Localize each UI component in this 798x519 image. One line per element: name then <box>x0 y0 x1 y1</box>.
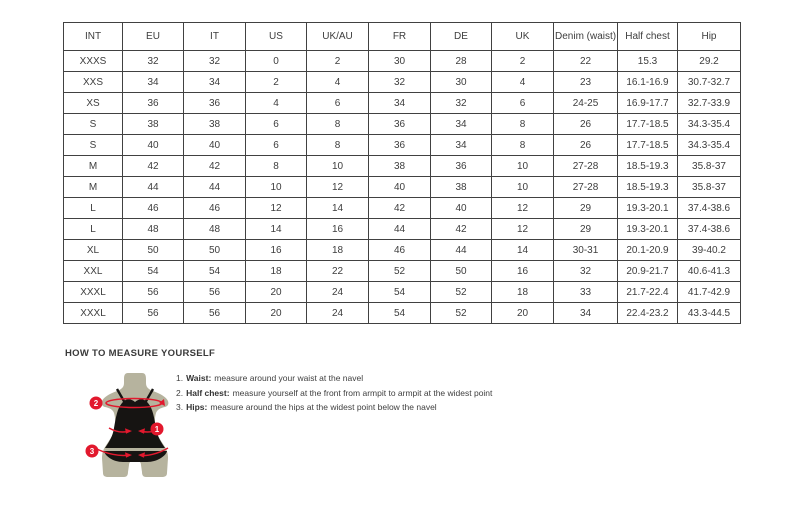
table-cell: 50 <box>123 240 184 261</box>
table-cell: 24-25 <box>554 93 618 114</box>
table-cell: 18 <box>307 240 369 261</box>
table-cell: 44 <box>431 240 492 261</box>
table-cell: 0 <box>246 51 307 72</box>
table-cell: 4 <box>492 72 554 93</box>
table-cell: 30.7-32.7 <box>678 72 741 93</box>
measurement-figure <box>80 370 176 480</box>
table-cell: 35.8-37 <box>678 156 741 177</box>
table-cell: 54 <box>369 282 431 303</box>
instruction-item <box>176 389 492 398</box>
table-cell: 2 <box>492 51 554 72</box>
column-header-uk-au: UK/AU <box>307 23 369 51</box>
table-cell: 40 <box>123 135 184 156</box>
table-cell: 6 <box>246 114 307 135</box>
table-cell: 40.6-41.3 <box>678 261 741 282</box>
table-cell: 17.7-18.5 <box>618 114 678 135</box>
table-cell: S <box>64 135 123 156</box>
table-row <box>64 51 741 72</box>
table-cell: 19.3-20.1 <box>618 198 678 219</box>
table-cell: 18 <box>246 261 307 282</box>
badge-hips <box>86 445 99 458</box>
table-cell: 36 <box>431 156 492 177</box>
table-cell: 34 <box>123 72 184 93</box>
column-header-uk: UK <box>492 23 554 51</box>
instruction-item <box>176 374 492 383</box>
table-cell: 38 <box>184 114 246 135</box>
table-cell: 36 <box>184 93 246 114</box>
table-cell: 8 <box>307 114 369 135</box>
table-cell: 37.4-38.6 <box>678 219 741 240</box>
table-row <box>64 198 741 219</box>
table-cell: 32.7-33.9 <box>678 93 741 114</box>
table-cell: 38 <box>431 177 492 198</box>
instruction-text: measure around the hips at the widest point below the navel <box>210 402 437 412</box>
table-cell: 22.4-23.2 <box>618 303 678 324</box>
instruction-text: measure yourself at the front from armpit to armpit at the widest point <box>232 387 493 398</box>
table-cell: S <box>64 114 123 135</box>
size-chart-table <box>63 22 741 324</box>
table-cell: 34 <box>431 135 492 156</box>
table-cell: XXL <box>64 261 123 282</box>
table-cell: 40 <box>184 135 246 156</box>
table-cell: L <box>64 198 123 219</box>
table-row <box>64 156 741 177</box>
table-cell: 52 <box>431 303 492 324</box>
table-cell: 33 <box>554 282 618 303</box>
table-cell: 2 <box>246 72 307 93</box>
measure-section-title: HOW TO MEASURE YOURSELF <box>65 348 216 359</box>
table-cell: 29 <box>554 198 618 219</box>
table-row <box>64 240 741 261</box>
table-cell: XL <box>64 240 123 261</box>
table-cell: 54 <box>369 303 431 324</box>
table-cell: 20 <box>492 303 554 324</box>
table-cell: 26 <box>554 135 618 156</box>
table-cell: 34 <box>554 303 618 324</box>
table-cell: 50 <box>431 261 492 282</box>
table-cell: 44 <box>123 177 184 198</box>
table-cell: 48 <box>123 219 184 240</box>
table-cell: 30-31 <box>554 240 618 261</box>
table-row <box>64 177 741 198</box>
table-cell: 15.3 <box>618 51 678 72</box>
table-cell: 10 <box>492 177 554 198</box>
table-cell: 32 <box>369 72 431 93</box>
table-cell: 52 <box>369 261 431 282</box>
table-cell: XXXL <box>64 303 123 324</box>
mannequin-illustration <box>80 370 176 480</box>
table-cell: XXXS <box>64 51 123 72</box>
table-cell: 12 <box>492 219 554 240</box>
instruction-term: Waist: <box>186 373 212 383</box>
table-cell: 37.4-38.6 <box>678 198 741 219</box>
table-cell: 14 <box>246 219 307 240</box>
table-cell: 24 <box>307 303 369 324</box>
table-cell: 56 <box>184 282 246 303</box>
size-chart-header-row <box>64 23 741 51</box>
table-cell: 39-40.2 <box>678 240 741 261</box>
table-cell: 36 <box>369 135 431 156</box>
table-cell: 2 <box>307 51 369 72</box>
table-row <box>64 261 741 282</box>
table-cell: 30 <box>431 72 492 93</box>
column-header-denim-waist-: Denim (waist) <box>554 23 618 51</box>
table-cell: 27-28 <box>554 156 618 177</box>
table-cell: 4 <box>246 93 307 114</box>
table-cell: 20 <box>246 282 307 303</box>
table-cell: 14 <box>492 240 554 261</box>
table-cell: 32 <box>123 51 184 72</box>
size-chart-body <box>64 51 741 324</box>
table-cell: 6 <box>246 135 307 156</box>
table-cell: 40 <box>369 177 431 198</box>
table-cell: M <box>64 156 123 177</box>
table-cell: 34 <box>369 93 431 114</box>
table-cell: 36 <box>123 93 184 114</box>
table-cell: 44 <box>184 177 246 198</box>
table-row <box>64 219 741 240</box>
table-row <box>64 72 741 93</box>
table-cell: 29 <box>554 219 618 240</box>
table-cell: 43.3-44.5 <box>678 303 741 324</box>
table-cell: 35.8-37 <box>678 177 741 198</box>
table-cell: 20.9-21.7 <box>618 261 678 282</box>
table-cell: 42 <box>123 156 184 177</box>
table-cell: 20.1-20.9 <box>618 240 678 261</box>
table-cell: 10 <box>246 177 307 198</box>
table-cell: 50 <box>184 240 246 261</box>
table-cell: 34.3-35.4 <box>678 135 741 156</box>
table-row <box>64 114 741 135</box>
size-chart-section <box>63 22 741 324</box>
table-cell: 18 <box>492 282 554 303</box>
instruction-number: 1. <box>176 373 184 383</box>
measure-instructions <box>176 374 492 418</box>
table-cell: 4 <box>307 72 369 93</box>
table-cell: 36 <box>369 114 431 135</box>
table-cell: 56 <box>184 303 246 324</box>
table-cell: 26 <box>554 114 618 135</box>
table-cell: L <box>64 219 123 240</box>
badge-waist-number: 1 <box>154 425 160 434</box>
table-cell: 30 <box>369 51 431 72</box>
instruction-term: Hips: <box>186 402 208 412</box>
table-cell: 17.7-18.5 <box>618 135 678 156</box>
table-cell: 38 <box>123 114 184 135</box>
column-header-eu: EU <box>123 23 184 51</box>
table-cell: 24 <box>307 282 369 303</box>
table-cell: 46 <box>123 198 184 219</box>
instruction-number: 2. <box>176 387 184 398</box>
table-cell: 34 <box>184 72 246 93</box>
column-header-hip: Hip <box>678 23 741 51</box>
table-cell: 12 <box>492 198 554 219</box>
table-cell: 46 <box>184 198 246 219</box>
table-cell: 16 <box>246 240 307 261</box>
table-cell: 42 <box>369 198 431 219</box>
table-cell: 8 <box>492 114 554 135</box>
table-cell: 56 <box>123 282 184 303</box>
table-row <box>64 93 741 114</box>
table-cell: 22 <box>307 261 369 282</box>
instruction-number: 3. <box>176 402 184 412</box>
badge-waist <box>151 423 164 436</box>
table-cell: 48 <box>184 219 246 240</box>
table-cell: 8 <box>492 135 554 156</box>
table-cell: 56 <box>123 303 184 324</box>
table-cell: 14 <box>307 198 369 219</box>
table-cell: 12 <box>307 177 369 198</box>
column-header-fr: FR <box>369 23 431 51</box>
table-cell: 20 <box>246 303 307 324</box>
column-header-half-chest: Half chest <box>618 23 678 51</box>
table-cell: 10 <box>492 156 554 177</box>
table-cell: 42 <box>184 156 246 177</box>
table-cell: 29.2 <box>678 51 741 72</box>
table-cell: 41.7-42.9 <box>678 282 741 303</box>
table-cell: XXXL <box>64 282 123 303</box>
table-cell: 18.5-19.3 <box>618 177 678 198</box>
instruction-text: measure around your waist at the navel <box>214 373 364 383</box>
table-cell: 16 <box>307 219 369 240</box>
table-cell: 28 <box>431 51 492 72</box>
table-cell: 16.1-16.9 <box>618 72 678 93</box>
badge-chest <box>90 397 103 410</box>
table-cell: 21.7-22.4 <box>618 282 678 303</box>
table-cell: 6 <box>307 93 369 114</box>
column-header-int: INT <box>64 23 123 51</box>
table-cell: 18.5-19.3 <box>618 156 678 177</box>
badge-hips-number: 3 <box>89 447 95 456</box>
table-cell: 23 <box>554 72 618 93</box>
table-cell: 16.9-17.7 <box>618 93 678 114</box>
table-row <box>64 282 741 303</box>
table-cell: 54 <box>184 261 246 282</box>
table-row <box>64 135 741 156</box>
table-cell: 40 <box>431 198 492 219</box>
table-cell: XS <box>64 93 123 114</box>
table-cell: 16 <box>492 261 554 282</box>
table-cell: M <box>64 177 123 198</box>
table-cell: 19.3-20.1 <box>618 219 678 240</box>
table-cell: 38 <box>369 156 431 177</box>
table-cell: 52 <box>431 282 492 303</box>
table-row <box>64 303 741 324</box>
instruction-term: Half chest: <box>186 387 230 398</box>
table-cell: 12 <box>246 198 307 219</box>
table-cell: 32 <box>554 261 618 282</box>
table-cell: 34 <box>431 114 492 135</box>
table-cell: 34.3-35.4 <box>678 114 741 135</box>
table-cell: 6 <box>492 93 554 114</box>
table-cell: 22 <box>554 51 618 72</box>
badge-chest-number: 2 <box>93 399 99 408</box>
table-cell: 32 <box>184 51 246 72</box>
table-cell: XXS <box>64 72 123 93</box>
column-header-us: US <box>246 23 307 51</box>
table-cell: 46 <box>369 240 431 261</box>
column-header-it: IT <box>184 23 246 51</box>
instruction-item <box>176 403 492 412</box>
table-cell: 42 <box>431 219 492 240</box>
table-cell: 54 <box>123 261 184 282</box>
table-cell: 44 <box>369 219 431 240</box>
column-header-de: DE <box>431 23 492 51</box>
table-cell: 8 <box>246 156 307 177</box>
table-cell: 27-28 <box>554 177 618 198</box>
table-cell: 32 <box>431 93 492 114</box>
table-cell: 8 <box>307 135 369 156</box>
table-cell: 10 <box>307 156 369 177</box>
